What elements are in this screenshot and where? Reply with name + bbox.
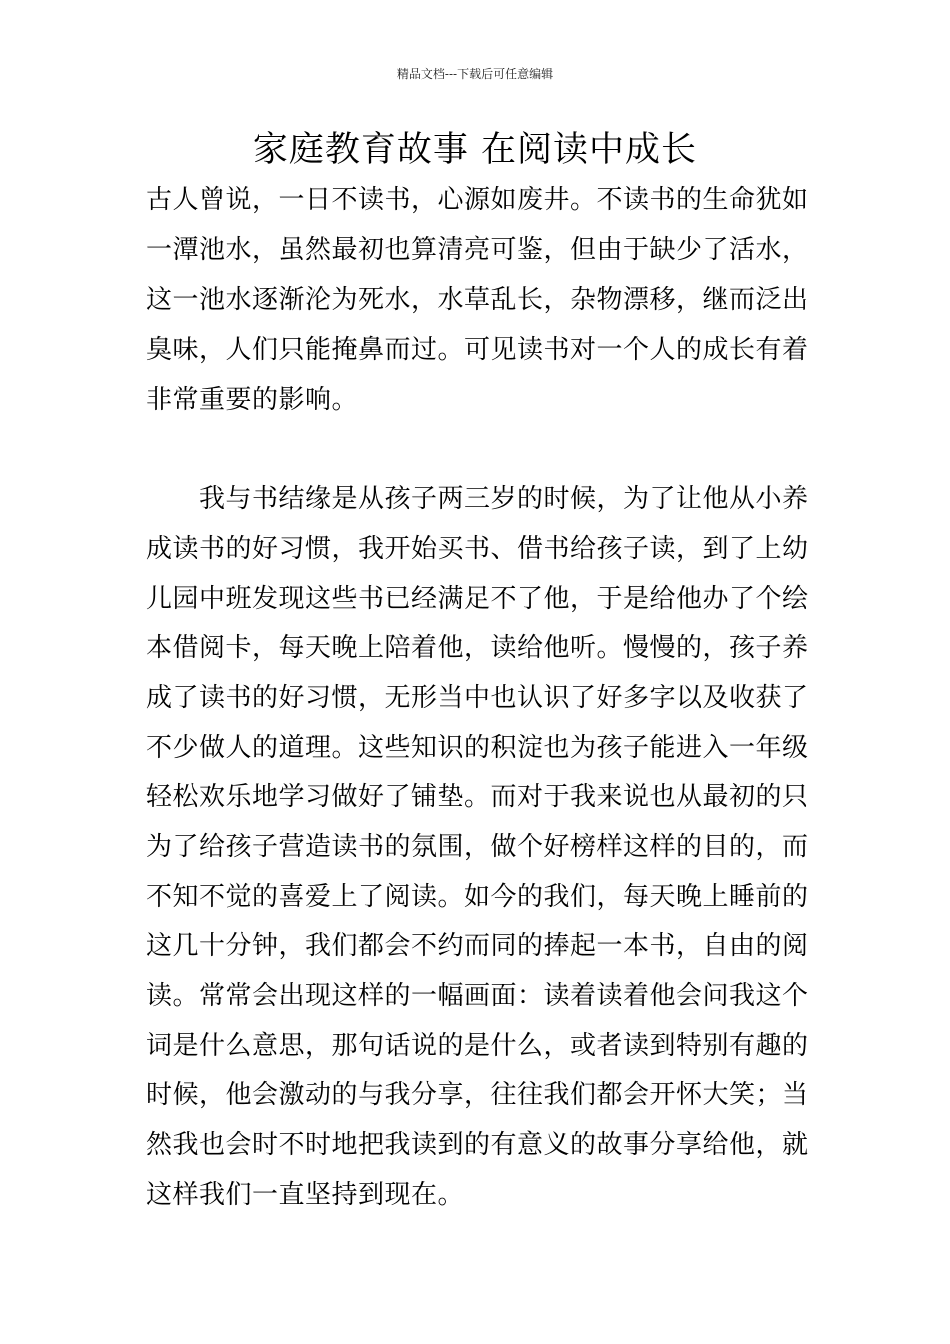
text-line: 本借阅卡，每天晚上陪着他，读给他听。慢慢的，孩子养	[146, 633, 809, 663]
text-line: 轻松欢乐地学习做好了铺垫。而对于我来说也从最初的只	[146, 782, 809, 812]
text-line: 为了给孩子营造读书的氛围，做个好榜样这样的目的，而	[146, 832, 809, 862]
text-line: 臭味，人们只能掩鼻而过。可见读书对一个人的成长有着	[146, 335, 809, 365]
text-line: 不知不觉的喜爱上了阅读。如今的我们，每天晚上睡前的	[146, 882, 809, 912]
text-line: 不少做人的道理。这些知识的积淀也为孩子能进入一年级	[146, 733, 809, 763]
text-line: 我与书结缘是从孩子两三岁的时候，为了让他从小养	[146, 484, 809, 514]
text-line: 成读书的好习惯，我开始买书、借书给孩子读，到了上幼	[146, 534, 809, 564]
document-title: 家庭教育故事 在阅读中成长	[252, 130, 698, 170]
text-line: 读。常常会出现这样的一幅画面：读着读着他会问我这个	[146, 981, 809, 1011]
text-line: 一潭池水，虽然最初也算清亮可鉴，但由于缺少了活水，	[146, 235, 809, 265]
text-line: 词是什么意思，那句话说的是什么，或者读到特别有趣的	[146, 1031, 809, 1061]
text-line: 非常重要的影响。	[146, 385, 359, 415]
text-line: 然我也会时不时地把我读到的有意义的故事分享给他，就	[146, 1130, 809, 1160]
header-note: 精品文档---下载后可任意编辑	[396, 67, 554, 81]
text-line: 这几十分钟，我们都会不约而同的捧起一本书，自由的阅	[146, 931, 809, 961]
text-line: 这样我们一直坚持到现在。	[146, 1180, 465, 1210]
text-line: 儿园中班发现这些书已经满足不了他，于是给他办了个绘	[146, 584, 809, 614]
text-line: 这一池水逐渐沦为死水，水草乱长，杂物漂移，继而泛出	[146, 285, 809, 315]
text-line: 时候，他会激动的与我分享，往往我们都会开怀大笑；当	[146, 1080, 809, 1110]
text-line: 成了读书的好习惯，无形当中也认识了好多字以及收获了	[146, 683, 809, 713]
text-line: 古人曾说，一日不读书，心源如废井。不读书的生命犹如	[146, 185, 809, 215]
